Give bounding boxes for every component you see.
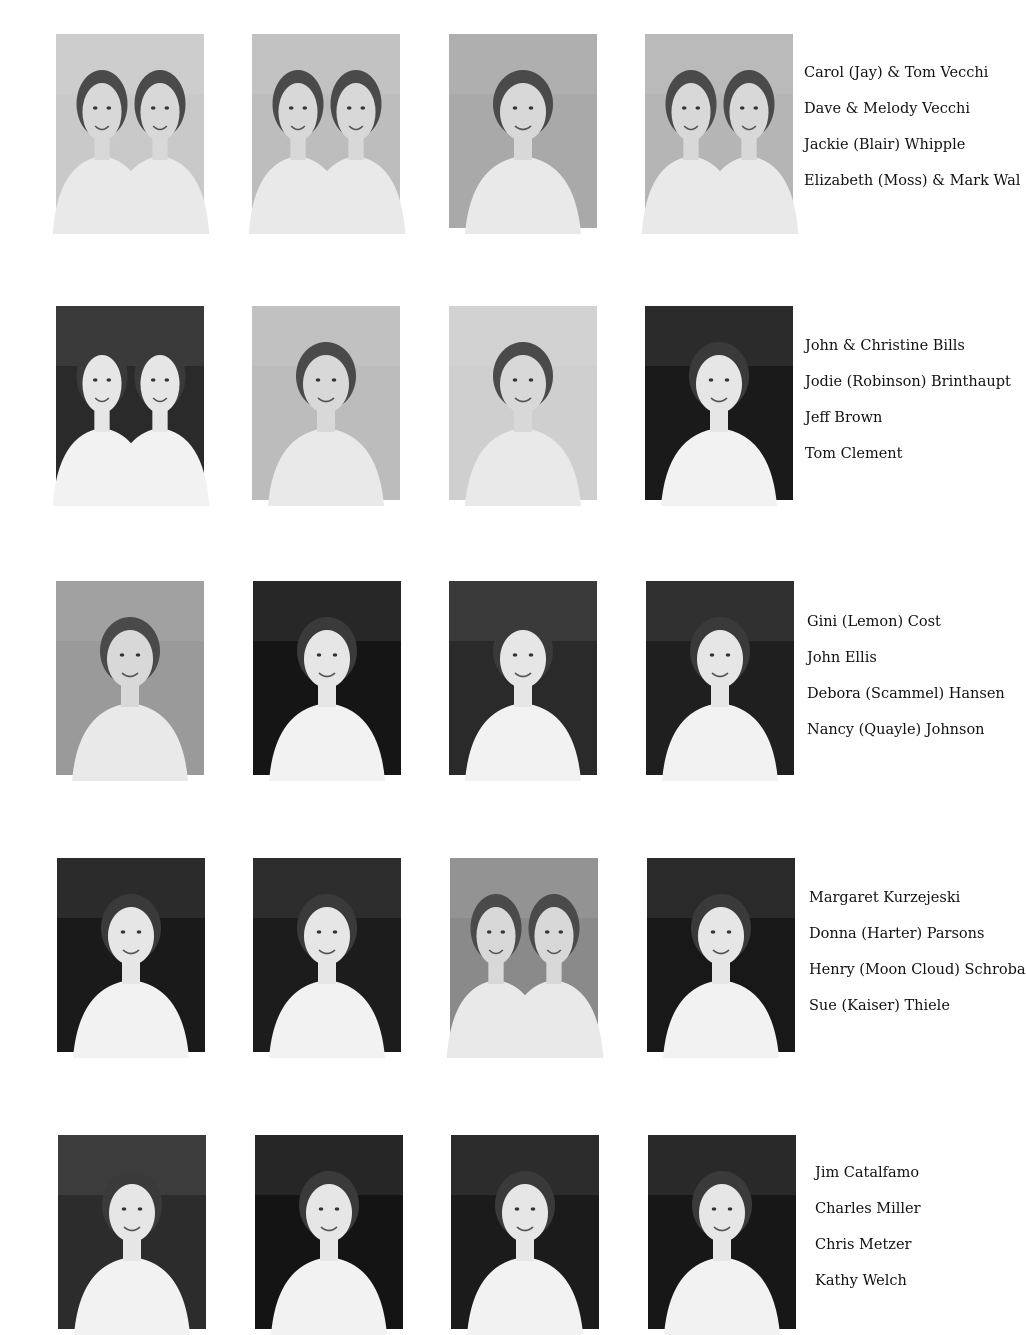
name-list	[807, 604, 1005, 748]
photo-row-2	[0, 306, 1011, 506]
person-name: Carol (Jay) & Tom Vecchi	[804, 65, 989, 81]
person-name: John Ellis	[807, 650, 877, 666]
portrait-photo	[647, 858, 795, 1052]
portrait-image	[252, 306, 400, 500]
portrait-photo	[58, 1135, 206, 1329]
name-list	[815, 1155, 921, 1299]
portrait-photo	[451, 1135, 599, 1329]
portrait-photo	[253, 581, 401, 775]
portrait-photo	[645, 306, 793, 500]
person-name: Kathy Welch	[815, 1273, 907, 1289]
portrait-photo	[252, 34, 400, 228]
person-name: Margaret Kurzejeski	[809, 890, 961, 906]
person-name: Nancy (Quayle) Johnson	[807, 722, 985, 738]
portrait-image	[56, 306, 204, 500]
portrait-image	[58, 1135, 206, 1329]
portrait-photo	[449, 581, 597, 775]
portrait-image	[450, 858, 598, 1052]
portrait-photo	[646, 581, 794, 775]
portrait-image	[449, 581, 597, 775]
person-name: Henry (Moon Cloud) Schroba	[809, 962, 1026, 978]
portrait-image	[252, 34, 400, 228]
portrait-image	[56, 581, 204, 775]
portrait-photo	[56, 306, 204, 500]
portrait-image	[647, 858, 795, 1052]
person-name: Jim Catalfamo	[815, 1165, 920, 1181]
person-name: Dave & Melody Vecchi	[804, 101, 970, 117]
photo-row-5	[0, 1135, 1000, 1335]
portrait-image	[253, 581, 401, 775]
portrait-image	[255, 1135, 403, 1329]
portrait-photo	[449, 34, 597, 228]
person-name: Jodie (Robinson) Brinthaupt	[805, 374, 1011, 390]
portrait-photo	[648, 1135, 796, 1329]
portrait-photo	[449, 306, 597, 500]
portrait-image	[57, 858, 205, 1052]
portrait-photo	[57, 858, 205, 1052]
portrait-photo	[56, 34, 204, 228]
photo-row-3	[0, 581, 1005, 781]
portrait-image	[648, 1135, 796, 1329]
photo-row-4	[0, 858, 1026, 1058]
name-list	[805, 328, 1011, 472]
portrait-image	[645, 306, 793, 500]
person-name: John & Christine Bills	[805, 338, 965, 354]
portrait-image	[646, 581, 794, 775]
person-name: Sue (Kaiser) Thiele	[809, 998, 950, 1014]
person-name: Chris Metzer	[815, 1237, 912, 1253]
portrait-photo	[253, 858, 401, 1052]
photo-row-1	[0, 34, 1021, 234]
person-name: Jackie (Blair) Whipple	[804, 137, 966, 153]
portrait-image	[56, 34, 204, 228]
portrait-photo	[56, 581, 204, 775]
portrait-image	[449, 306, 597, 500]
person-name: Tom Clement	[805, 446, 903, 462]
person-name: Elizabeth (Moss) & Mark Wal	[804, 173, 1021, 189]
person-name: Donna (Harter) Parsons	[809, 926, 985, 942]
person-name: Charles Miller	[815, 1201, 921, 1217]
person-name: Gini (Lemon) Cost	[807, 614, 941, 630]
portrait-image	[449, 34, 597, 228]
portrait-photo	[252, 306, 400, 500]
portrait-image	[253, 858, 401, 1052]
person-name: Debora (Scammel) Hansen	[807, 686, 1005, 702]
portrait-image	[645, 34, 793, 228]
name-list	[809, 880, 1026, 1024]
portrait-photo	[255, 1135, 403, 1329]
portrait-image	[451, 1135, 599, 1329]
portrait-photo	[450, 858, 598, 1052]
portrait-photo	[645, 34, 793, 228]
person-name: Jeff Brown	[805, 410, 883, 426]
name-list	[804, 55, 1020, 199]
